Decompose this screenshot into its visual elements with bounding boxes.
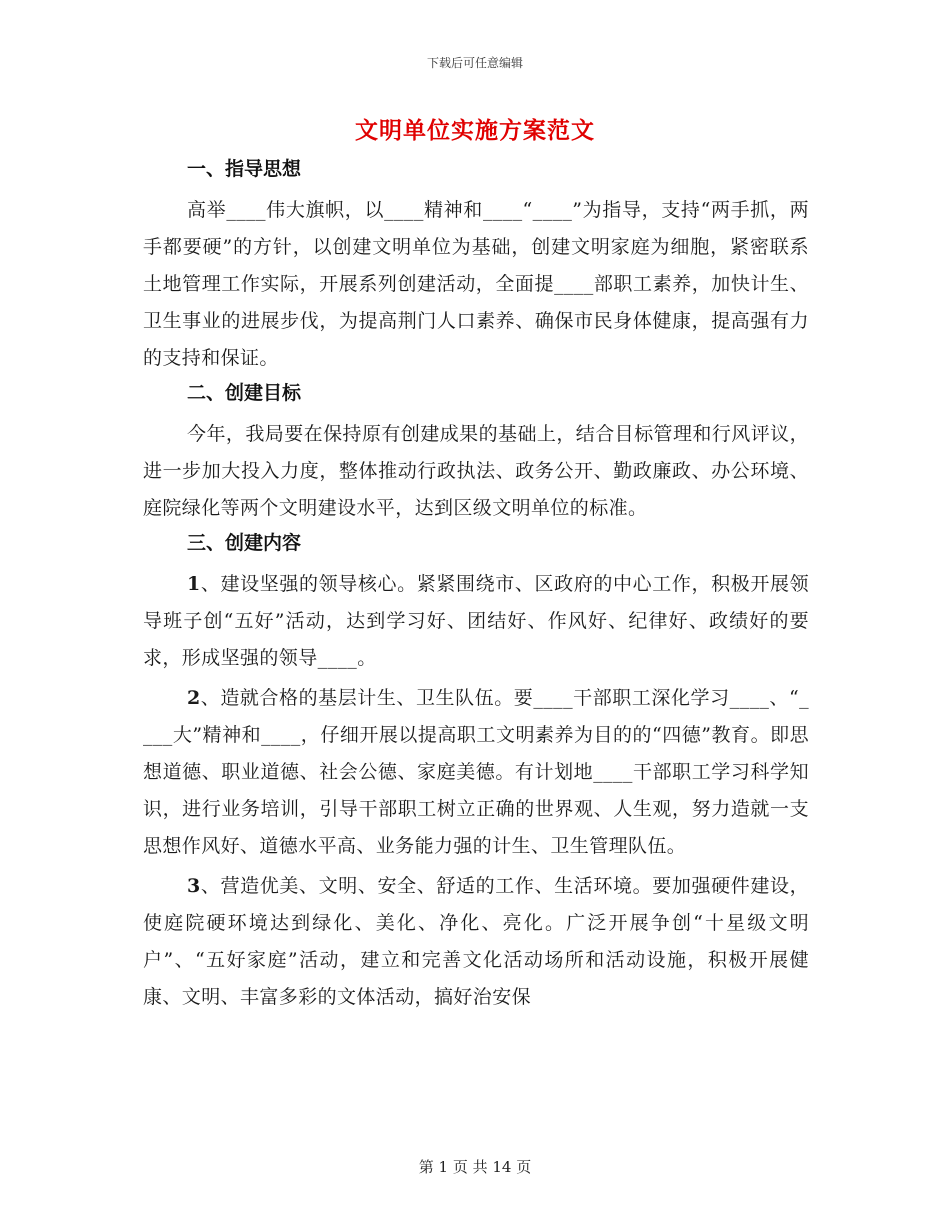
document-body bbox=[143, 156, 809, 1019]
item-text: 、营造优美、文明、安全、舒适的工作、生活环境。要加强硬件建设，使庭院硬环境达到绿化、美化、净化、亮化。广泛开展争创“十星级文明户”、“五好家庭”活动，建立和完善文化活动场所和活动设施，积极开展健康、文明、丰富多彩的文体活动，搞好治安保 bbox=[143, 875, 809, 1008]
section-heading-guiding-ideology: 一、指导思想 bbox=[187, 158, 302, 180]
paragraph-content-item-3 bbox=[143, 868, 809, 1016]
paragraph-goals: 今年，我局要在保持原有创建成果的基础上，结合目标管理和行风评议，进一步加大投入力度，整体推动行政执法、政务公开、勤政廉政、办公环境、庭院绿化等两个文明建设水平，达到区级文明单位的标准。 bbox=[143, 423, 809, 519]
page-footer: 第 1 页 共 14 页 bbox=[418, 1158, 532, 1176]
item-text: 、建设坚强的领导核心。紧紧围绕市、区政府的中心工作，积极开展领导班子创“五好”活动，达到学习好、团结好、作风好、纪律好、政绩好的要求，形成坚强的领导____。 bbox=[143, 573, 809, 669]
document-title: 文明单位实施方案范文 bbox=[355, 117, 595, 144]
section-heading-content: 三、创建内容 bbox=[187, 532, 302, 554]
paragraph-content-item-1 bbox=[143, 566, 809, 677]
section-heading-goals: 二、创建目标 bbox=[187, 382, 302, 404]
paragraph-guiding-ideology: 高举____伟大旗帜，以____精神和____“____”为指导，支持“两手抓，两手都要硬”的方针，以创建文明单位为基础，创建文明家庭为细胞，紧密联系土地管理工作实际，开展系列创建活动，全面提____部职工素养，加快计生、卫生事业的进展步伐，为提高荆门人口素养、确保市民身体健康，提高强有力的支持和保证。 bbox=[143, 199, 809, 369]
item-number: 1 bbox=[187, 573, 201, 595]
item-number: 2 bbox=[187, 687, 201, 709]
item-text: 、造就合格的基层计生、卫生队伍。要____干部职工深化学习____、“____大”精神和____，仔细开展以提高职工文明素养为目的的“四德”教育。即思想道德、职业道德、社会公德、家庭美德。有计划地____干部职工学习科学知识，进行业务培训，引导干部职工树立正确的世界观、人生观，努力造就一支思想作风好、道德水平高、业务能力强的计生、卫生管理队伍。 bbox=[143, 687, 809, 857]
item-number: 3 bbox=[187, 875, 201, 897]
paragraph-content-item-2 bbox=[143, 680, 809, 865]
header-note: 下载后可任意编辑 bbox=[426, 56, 523, 70]
